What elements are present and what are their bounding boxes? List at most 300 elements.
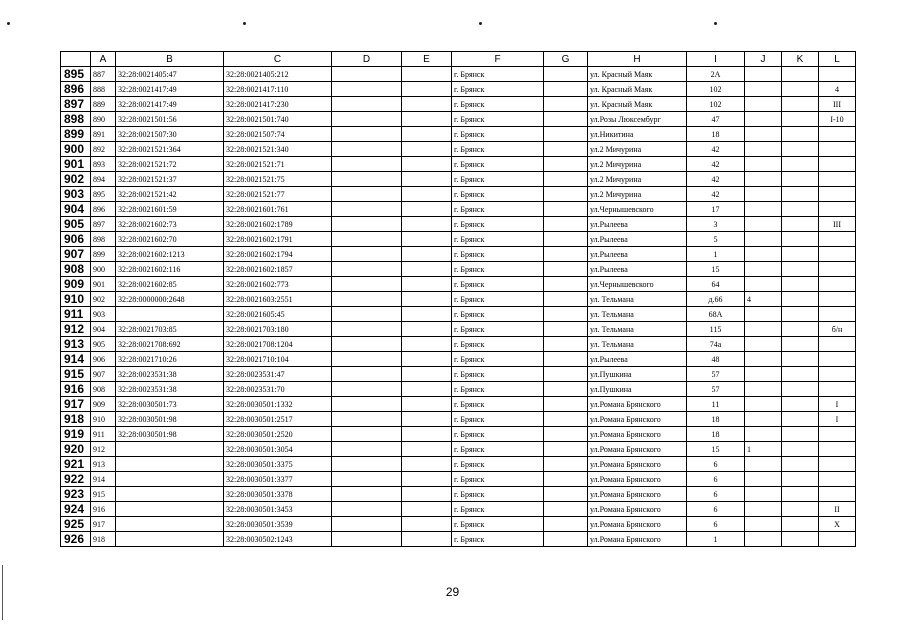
cell-d[interactable] <box>332 427 402 442</box>
cell-l[interactable]: I <box>819 397 856 412</box>
cell-g[interactable] <box>544 172 588 187</box>
cell-c[interactable]: 32:28:0030501:3377 <box>224 472 332 487</box>
cell-i[interactable]: 6 <box>687 472 745 487</box>
cell-g[interactable] <box>544 412 588 427</box>
cell-k[interactable] <box>782 277 819 292</box>
row-number[interactable]: 917 <box>61 397 91 412</box>
cell-c[interactable]: 32:28:0021703:180 <box>224 322 332 337</box>
cell-d[interactable] <box>332 367 402 382</box>
cell-e[interactable] <box>402 382 452 397</box>
cell-e[interactable] <box>402 352 452 367</box>
cell-f[interactable]: г. Брянск <box>452 67 544 82</box>
cell-c[interactable]: 32:28:0030501:2517 <box>224 412 332 427</box>
cell-c[interactable]: 32:28:0030501:3378 <box>224 487 332 502</box>
cell-k[interactable] <box>782 487 819 502</box>
cell-f[interactable]: г. Брянск <box>452 187 544 202</box>
cell-c[interactable]: 32:28:0030501:3375 <box>224 457 332 472</box>
row-number[interactable]: 912 <box>61 322 91 337</box>
cell-i[interactable]: 42 <box>687 142 745 157</box>
cell-h[interactable]: ул.Розы Люксембург <box>588 112 687 127</box>
cell-c[interactable]: 32:28:0021601:761 <box>224 202 332 217</box>
cell-e[interactable] <box>402 232 452 247</box>
cell-b[interactable]: 32:28:0021602:73 <box>116 217 224 232</box>
cell-i[interactable]: 6 <box>687 502 745 517</box>
cell-f[interactable]: г. Брянск <box>452 322 544 337</box>
row-number[interactable]: 895 <box>61 67 91 82</box>
cell-l[interactable] <box>819 307 856 322</box>
cell-e[interactable] <box>402 97 452 112</box>
cell-e[interactable] <box>402 397 452 412</box>
cell-b[interactable] <box>116 307 224 322</box>
cell-a[interactable]: 915 <box>91 487 116 502</box>
cell-l[interactable] <box>819 457 856 472</box>
cell-b[interactable]: 32:28:0021417:49 <box>116 97 224 112</box>
cell-a[interactable]: 912 <box>91 442 116 457</box>
cell-c[interactable]: 32:28:0021602:1791 <box>224 232 332 247</box>
cell-l[interactable] <box>819 67 856 82</box>
cell-h[interactable]: ул.Рылеева <box>588 352 687 367</box>
cell-h[interactable]: ул.Романа Брянского <box>588 442 687 457</box>
cell-d[interactable] <box>332 67 402 82</box>
cell-d[interactable] <box>332 112 402 127</box>
cell-h[interactable]: ул.Рылеева <box>588 217 687 232</box>
cell-g[interactable] <box>544 442 588 457</box>
cell-k[interactable] <box>782 292 819 307</box>
cell-f[interactable]: г. Брянск <box>452 397 544 412</box>
row-number[interactable]: 922 <box>61 472 91 487</box>
cell-g[interactable] <box>544 112 588 127</box>
cell-j[interactable] <box>745 532 782 547</box>
cell-j[interactable] <box>745 397 782 412</box>
cell-k[interactable] <box>782 97 819 112</box>
cell-j[interactable] <box>745 247 782 262</box>
cell-i[interactable]: 17 <box>687 202 745 217</box>
cell-j[interactable] <box>745 127 782 142</box>
cell-l[interactable] <box>819 442 856 457</box>
cell-g[interactable] <box>544 247 588 262</box>
cell-h[interactable]: ул. Тельмана <box>588 337 687 352</box>
column-header-c[interactable]: C <box>224 52 332 67</box>
cell-h[interactable]: ул.Романа Брянского <box>588 472 687 487</box>
cell-a[interactable]: 887 <box>91 67 116 82</box>
cell-i[interactable]: 1 <box>687 532 745 547</box>
cell-h[interactable]: ул.Романа Брянского <box>588 517 687 532</box>
cell-f[interactable]: г. Брянск <box>452 427 544 442</box>
cell-i[interactable]: 115 <box>687 322 745 337</box>
cell-a[interactable]: 890 <box>91 112 116 127</box>
cell-c[interactable]: 32:28:0021521:340 <box>224 142 332 157</box>
cell-j[interactable] <box>745 427 782 442</box>
cell-h[interactable]: ул. Тельмана <box>588 322 687 337</box>
cell-e[interactable] <box>402 142 452 157</box>
cell-f[interactable]: г. Брянск <box>452 487 544 502</box>
row-number[interactable]: 925 <box>61 517 91 532</box>
cell-j[interactable] <box>745 352 782 367</box>
cell-g[interactable] <box>544 517 588 532</box>
cell-c[interactable]: 32:28:0021710:104 <box>224 352 332 367</box>
cell-d[interactable] <box>332 322 402 337</box>
cell-e[interactable] <box>402 472 452 487</box>
cell-k[interactable] <box>782 337 819 352</box>
row-number[interactable]: 909 <box>61 277 91 292</box>
cell-i[interactable]: 42 <box>687 172 745 187</box>
cell-j[interactable] <box>745 202 782 217</box>
cell-k[interactable] <box>782 457 819 472</box>
cell-d[interactable] <box>332 217 402 232</box>
cell-a[interactable]: 903 <box>91 307 116 322</box>
cell-h[interactable]: ул.2 Мичурина <box>588 187 687 202</box>
cell-g[interactable] <box>544 262 588 277</box>
cell-d[interactable] <box>332 352 402 367</box>
cell-e[interactable] <box>402 172 452 187</box>
cell-l[interactable] <box>819 232 856 247</box>
cell-i[interactable]: 57 <box>687 367 745 382</box>
cell-c[interactable]: 32:28:0030501:1332 <box>224 397 332 412</box>
cell-l[interactable] <box>819 187 856 202</box>
cell-g[interactable] <box>544 277 588 292</box>
cell-c[interactable]: 32:28:0021602:1857 <box>224 262 332 277</box>
cell-e[interactable] <box>402 487 452 502</box>
cell-c[interactable]: 32:28:0021602:773 <box>224 277 332 292</box>
cell-l[interactable] <box>819 142 856 157</box>
cell-k[interactable] <box>782 352 819 367</box>
cell-c[interactable]: 32:28:0023531:70 <box>224 382 332 397</box>
cell-a[interactable]: 901 <box>91 277 116 292</box>
cell-d[interactable] <box>332 82 402 97</box>
cell-i[interactable]: 6 <box>687 457 745 472</box>
cell-g[interactable] <box>544 502 588 517</box>
cell-b[interactable]: 32:28:0021405:47 <box>116 67 224 82</box>
cell-b[interactable]: 32:28:0021602:116 <box>116 262 224 277</box>
cell-h[interactable]: ул.Романа Брянского <box>588 487 687 502</box>
cell-i[interactable]: 74а <box>687 337 745 352</box>
cell-e[interactable] <box>402 262 452 277</box>
cell-k[interactable] <box>782 217 819 232</box>
cell-h[interactable]: ул.Никитина <box>588 127 687 142</box>
cell-c[interactable]: 32:28:0030502:1243 <box>224 532 332 547</box>
column-header-j[interactable]: J <box>745 52 782 67</box>
cell-l[interactable] <box>819 427 856 442</box>
cell-d[interactable] <box>332 262 402 277</box>
cell-f[interactable]: г. Брянск <box>452 472 544 487</box>
cell-l[interactable]: III <box>819 97 856 112</box>
column-header-f[interactable]: F <box>452 52 544 67</box>
cell-l[interactable] <box>819 337 856 352</box>
cell-i[interactable]: 64 <box>687 277 745 292</box>
cell-b[interactable]: 32:28:0030501:73 <box>116 397 224 412</box>
cell-a[interactable]: 914 <box>91 472 116 487</box>
cell-a[interactable]: 916 <box>91 502 116 517</box>
cell-d[interactable] <box>332 172 402 187</box>
cell-j[interactable] <box>745 457 782 472</box>
cell-b[interactable]: 32:28:0021710:26 <box>116 352 224 367</box>
cell-d[interactable] <box>332 127 402 142</box>
cell-b[interactable] <box>116 442 224 457</box>
cell-h[interactable]: ул.Романа Брянского <box>588 427 687 442</box>
cell-l[interactable]: I-10 <box>819 112 856 127</box>
cell-i[interactable]: 6 <box>687 517 745 532</box>
cell-d[interactable] <box>332 97 402 112</box>
cell-e[interactable] <box>402 367 452 382</box>
cell-g[interactable] <box>544 427 588 442</box>
cell-e[interactable] <box>402 322 452 337</box>
cell-l[interactable]: X <box>819 517 856 532</box>
cell-h[interactable]: ул. Красный Маяк <box>588 97 687 112</box>
cell-j[interactable] <box>745 142 782 157</box>
column-header-l[interactable]: L <box>819 52 856 67</box>
cell-f[interactable]: г. Брянск <box>452 217 544 232</box>
row-number[interactable]: 903 <box>61 187 91 202</box>
cell-e[interactable] <box>402 337 452 352</box>
cell-g[interactable] <box>544 472 588 487</box>
row-number[interactable]: 924 <box>61 502 91 517</box>
cell-e[interactable] <box>402 247 452 262</box>
cell-a[interactable]: 908 <box>91 382 116 397</box>
cell-b[interactable] <box>116 532 224 547</box>
cell-i[interactable]: 5 <box>687 232 745 247</box>
column-header-g[interactable]: G <box>544 52 588 67</box>
cell-a[interactable]: 911 <box>91 427 116 442</box>
cell-d[interactable] <box>332 142 402 157</box>
cell-b[interactable]: 32:28:0021521:72 <box>116 157 224 172</box>
cell-h[interactable]: ул. Тельмана <box>588 292 687 307</box>
cell-g[interactable] <box>544 337 588 352</box>
cell-j[interactable] <box>745 277 782 292</box>
row-number[interactable]: 908 <box>61 262 91 277</box>
cell-k[interactable] <box>782 142 819 157</box>
cell-k[interactable] <box>782 82 819 97</box>
cell-h[interactable]: ул.Пушкина <box>588 367 687 382</box>
row-number[interactable]: 902 <box>61 172 91 187</box>
cell-e[interactable] <box>402 412 452 427</box>
row-number[interactable]: 896 <box>61 82 91 97</box>
cell-f[interactable]: г. Брянск <box>452 172 544 187</box>
cell-d[interactable] <box>332 412 402 427</box>
cell-d[interactable] <box>332 187 402 202</box>
cell-k[interactable] <box>782 427 819 442</box>
cell-c[interactable]: 32:28:0021501:740 <box>224 112 332 127</box>
cell-b[interactable]: 32:28:0021602:1213 <box>116 247 224 262</box>
cell-i[interactable]: д.66 <box>687 292 745 307</box>
cell-k[interactable] <box>782 187 819 202</box>
row-number[interactable]: 898 <box>61 112 91 127</box>
cell-c[interactable]: 32:28:0021507:74 <box>224 127 332 142</box>
cell-g[interactable] <box>544 532 588 547</box>
cell-g[interactable] <box>544 157 588 172</box>
row-number[interactable]: 900 <box>61 142 91 157</box>
cell-l[interactable] <box>819 352 856 367</box>
cell-l[interactable] <box>819 277 856 292</box>
cell-a[interactable]: 895 <box>91 187 116 202</box>
cell-l[interactable] <box>819 172 856 187</box>
cell-e[interactable] <box>402 442 452 457</box>
cell-a[interactable]: 888 <box>91 82 116 97</box>
cell-l[interactable] <box>819 292 856 307</box>
row-number[interactable]: 919 <box>61 427 91 442</box>
cell-f[interactable]: г. Брянск <box>452 457 544 472</box>
cell-k[interactable] <box>782 112 819 127</box>
cell-h[interactable]: ул.Пушкина <box>588 382 687 397</box>
cell-b[interactable]: 32:28:0021521:37 <box>116 172 224 187</box>
cell-j[interactable] <box>745 112 782 127</box>
cell-b[interactable] <box>116 472 224 487</box>
cell-e[interactable] <box>402 202 452 217</box>
cell-a[interactable]: 906 <box>91 352 116 367</box>
cell-c[interactable]: 32:28:0021417:230 <box>224 97 332 112</box>
cell-e[interactable] <box>402 217 452 232</box>
cell-g[interactable] <box>544 97 588 112</box>
cell-h[interactable]: ул.2 Мичурина <box>588 157 687 172</box>
cell-k[interactable] <box>782 412 819 427</box>
cell-g[interactable] <box>544 397 588 412</box>
cell-l[interactable]: 4 <box>819 82 856 97</box>
cell-f[interactable]: г. Брянск <box>452 337 544 352</box>
row-number[interactable]: 901 <box>61 157 91 172</box>
cell-i[interactable]: 18 <box>687 412 745 427</box>
cell-j[interactable] <box>745 517 782 532</box>
cell-b[interactable]: 32:28:0030501:98 <box>116 412 224 427</box>
column-header-b[interactable]: B <box>116 52 224 67</box>
cell-f[interactable]: г. Брянск <box>452 307 544 322</box>
cell-f[interactable]: г. Брянск <box>452 142 544 157</box>
cell-d[interactable] <box>332 307 402 322</box>
row-number[interactable]: 918 <box>61 412 91 427</box>
cell-l[interactable]: III <box>819 217 856 232</box>
cell-h[interactable]: ул.Романа Брянского <box>588 457 687 472</box>
cell-c[interactable]: 32:28:0030501:3453 <box>224 502 332 517</box>
cell-k[interactable] <box>782 247 819 262</box>
cell-e[interactable] <box>402 82 452 97</box>
row-number[interactable]: 906 <box>61 232 91 247</box>
cell-i[interactable]: 48 <box>687 352 745 367</box>
cell-i[interactable]: 42 <box>687 187 745 202</box>
cell-k[interactable] <box>782 202 819 217</box>
cell-k[interactable] <box>782 172 819 187</box>
cell-a[interactable]: 898 <box>91 232 116 247</box>
row-number[interactable]: 905 <box>61 217 91 232</box>
cell-b[interactable]: 32:28:0021507:30 <box>116 127 224 142</box>
row-number[interactable]: 907 <box>61 247 91 262</box>
cell-b[interactable]: 32:28:0030501:98 <box>116 427 224 442</box>
cell-d[interactable] <box>332 442 402 457</box>
cell-k[interactable] <box>782 157 819 172</box>
cell-g[interactable] <box>544 487 588 502</box>
column-header-a[interactable]: A <box>91 52 116 67</box>
cell-f[interactable]: г. Брянск <box>452 202 544 217</box>
cell-f[interactable]: г. Брянск <box>452 352 544 367</box>
cell-b[interactable]: 32:28:0023531:38 <box>116 382 224 397</box>
cell-j[interactable] <box>745 337 782 352</box>
cell-d[interactable] <box>332 457 402 472</box>
cell-g[interactable] <box>544 187 588 202</box>
cell-j[interactable] <box>745 262 782 277</box>
cell-e[interactable] <box>402 112 452 127</box>
row-number[interactable]: 897 <box>61 97 91 112</box>
row-number[interactable]: 914 <box>61 352 91 367</box>
cell-g[interactable] <box>544 352 588 367</box>
cell-a[interactable]: 910 <box>91 412 116 427</box>
cell-d[interactable] <box>332 157 402 172</box>
cell-i[interactable]: 68А <box>687 307 745 322</box>
cell-a[interactable]: 913 <box>91 457 116 472</box>
cell-h[interactable]: ул.2 Мичурина <box>588 142 687 157</box>
cell-k[interactable] <box>782 232 819 247</box>
cell-b[interactable]: 32:28:0021501:56 <box>116 112 224 127</box>
cell-a[interactable]: 917 <box>91 517 116 532</box>
cell-h[interactable]: ул.Чернышевского <box>588 202 687 217</box>
row-number[interactable]: 915 <box>61 367 91 382</box>
cell-d[interactable] <box>332 277 402 292</box>
cell-i[interactable]: 15 <box>687 442 745 457</box>
cell-h[interactable]: ул.Романа Брянского <box>588 397 687 412</box>
cell-a[interactable]: 905 <box>91 337 116 352</box>
cell-d[interactable] <box>332 337 402 352</box>
cell-b[interactable]: 32:28:0023531:38 <box>116 367 224 382</box>
row-number[interactable]: 920 <box>61 442 91 457</box>
cell-e[interactable] <box>402 427 452 442</box>
row-number[interactable]: 923 <box>61 487 91 502</box>
cell-g[interactable] <box>544 217 588 232</box>
cell-h[interactable]: ул.2 Мичурина <box>588 172 687 187</box>
cell-h[interactable]: ул. Красный Маяк <box>588 82 687 97</box>
cell-j[interactable]: 4 <box>745 292 782 307</box>
cell-j[interactable] <box>745 322 782 337</box>
cell-e[interactable] <box>402 532 452 547</box>
cell-k[interactable] <box>782 67 819 82</box>
cell-j[interactable] <box>745 382 782 397</box>
cell-l[interactable] <box>819 472 856 487</box>
cell-b[interactable]: 32:28:0021602:70 <box>116 232 224 247</box>
row-number[interactable]: 926 <box>61 532 91 547</box>
cell-d[interactable] <box>332 487 402 502</box>
cell-k[interactable] <box>782 532 819 547</box>
cell-k[interactable] <box>782 442 819 457</box>
cell-f[interactable]: г. Брянск <box>452 247 544 262</box>
row-number[interactable]: 910 <box>61 292 91 307</box>
cell-b[interactable]: 32:28:0021602:85 <box>116 277 224 292</box>
cell-h[interactable]: ул.Рылеева <box>588 247 687 262</box>
cell-j[interactable] <box>745 67 782 82</box>
cell-d[interactable] <box>332 397 402 412</box>
cell-f[interactable]: г. Брянск <box>452 367 544 382</box>
cell-h[interactable]: ул.Чернышевского <box>588 277 687 292</box>
cell-h[interactable]: ул.Романа Брянского <box>588 412 687 427</box>
cell-l[interactable] <box>819 202 856 217</box>
cell-i[interactable]: 18 <box>687 427 745 442</box>
cell-j[interactable] <box>745 502 782 517</box>
cell-a[interactable]: 918 <box>91 532 116 547</box>
cell-k[interactable] <box>782 382 819 397</box>
cell-f[interactable]: г. Брянск <box>452 382 544 397</box>
cell-d[interactable] <box>332 472 402 487</box>
cell-d[interactable] <box>332 517 402 532</box>
cell-j[interactable] <box>745 187 782 202</box>
cell-i[interactable]: 1 <box>687 247 745 262</box>
cell-c[interactable]: 32:28:0021521:77 <box>224 187 332 202</box>
cell-b[interactable]: 32:28:0021708:692 <box>116 337 224 352</box>
cell-l[interactable] <box>819 367 856 382</box>
cell-k[interactable] <box>782 502 819 517</box>
cell-e[interactable] <box>402 292 452 307</box>
cell-i[interactable]: 102 <box>687 97 745 112</box>
cell-g[interactable] <box>544 457 588 472</box>
cell-c[interactable]: 32:28:0021521:71 <box>224 157 332 172</box>
cell-g[interactable] <box>544 322 588 337</box>
cell-a[interactable]: 902 <box>91 292 116 307</box>
cell-f[interactable]: г. Брянск <box>452 532 544 547</box>
cell-e[interactable] <box>402 187 452 202</box>
cell-l[interactable] <box>819 487 856 502</box>
